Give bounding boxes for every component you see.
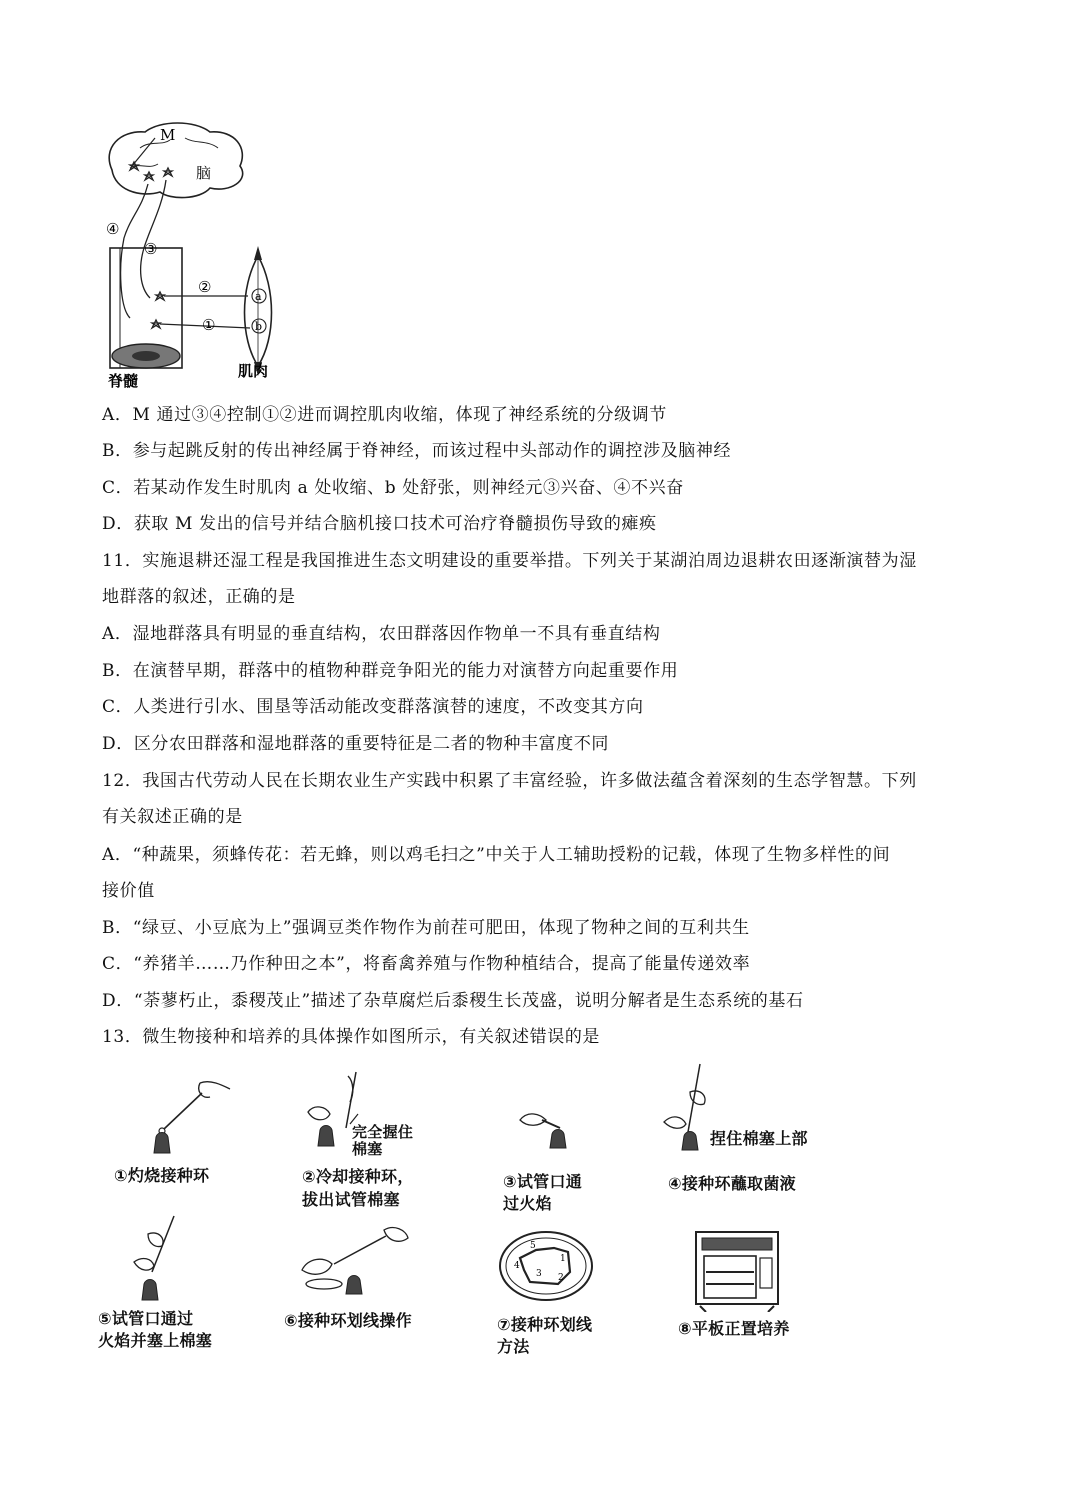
step3-caption-line2: 过火焰 [503,1194,552,1213]
step8-caption: ⑧平板正置培养 [678,1319,790,1338]
label-a: a [255,290,262,303]
label-m: M [160,126,176,144]
q13-stem: 13．微生物接种和培养的具体操作如图所示，有关叙述错误的是 [102,1027,601,1047]
q11-option-d: D．区分农田群落和湿地群落的重要特征是二者的物种丰富度不同 [102,734,610,754]
plate-number-4: 4 [514,1261,520,1271]
neural-pathway-diagram [100,118,290,398]
q11-stem-line2: 地群落的叙述，正确的是 [102,587,296,607]
q12-stem-line1: 12．我国古代劳动人民在长期农业生产实践中积累了丰富经验，许多做法蕴含着深刻的生态学智慧。下列 [102,771,917,791]
label-n1: ① [202,316,216,334]
step2-note-line1: 完全握住 [352,1123,414,1141]
label-muscle: 肌肉 [238,362,269,380]
plate-number-1: 1 [560,1254,566,1264]
step5-illustration [126,1212,186,1302]
q12-option-c: C．“养猪羊……乃作种田之本”，将畜禽养殖与作物种植结合，提高了能量传递效率 [102,954,751,974]
step4-caption: ④接种环蘸取菌液 [668,1174,796,1193]
plate-number-3: 3 [536,1269,542,1279]
label-n4: ④ [106,220,120,238]
q10-option-a: A．M 通过③④控制①②进而调控肌肉收缩，体现了神经系统的分级调节 [102,405,667,425]
q11-option-a: A．湿地群落具有明显的垂直结构，农田群落因作物单一不具有垂直结构 [102,624,661,644]
q11-stem-line1: 11．实施退耕还湿工程是我国推进生态文明建设的重要举措。下列关于某湖泊周边退耕农田逐渐演替为湿 [102,551,917,571]
q10-option-d: D．获取 M 发出的信号并结合脑机接口技术可治疗脊髓损伤导致的瘫痪 [102,514,657,534]
step1-illustration [140,1075,240,1155]
label-n2: ② [198,278,212,296]
step8-illustration [692,1228,782,1312]
step3-illustration [516,1100,576,1150]
step1-caption: ①灼烧接种环 [114,1166,210,1185]
step2-caption-line1: ②冷却接种环， [302,1167,414,1186]
plate-number-5: 5 [530,1241,536,1251]
q12-option-d: D．“荼蓼朽止，黍稷茂止”描述了杂草腐烂后黍稷生长茂盛，说明分解者是生态系统的基石 [102,991,804,1011]
step5-caption-line2: 火焰并塞上棉塞 [98,1331,213,1350]
q11-option-c: C．人类进行引水、围垦等活动能改变群落演替的速度，不改变其方向 [102,697,644,717]
step6-caption: ⑥接种环划线操作 [284,1311,412,1330]
label-brain: 脑 [196,164,212,182]
step6-illustration [294,1218,414,1298]
q12-option-b: B．“绿豆、小豆底为上”强调豆类作物作为前茬可肥田，体现了物种之间的互利共生 [102,918,750,938]
label-n3: ③ [144,240,158,258]
step2-note-line2: 棉塞 [352,1140,383,1158]
q12-option-a-line1: A．“种蔬果，须蜂传花：若无蜂，则以鸡毛扫之”中关于人工辅助授粉的记载，体现了生物多样性的间 [102,845,891,865]
step7-illustration [496,1228,596,1304]
q11-option-b: B．在演替早期，群落中的植物种群竞争阳光的能力对演替方向起重要作用 [102,661,679,681]
step3-caption-line1: ③试管口通 [503,1172,583,1191]
step7-caption-line1: ⑦接种环划线 [497,1315,593,1334]
plate-number-2: 2 [558,1273,564,1283]
q12-stem-line2: 有关叙述正确的是 [102,807,243,827]
q10-option-c: C．若某动作发生时肌肉 a 处收缩、b 处舒张，则神经元③兴奋、④不兴奋 [102,478,684,498]
step5-caption-line1: ⑤试管口通过 [98,1309,194,1328]
step2-caption-line2: 拔出试管棉塞 [302,1190,400,1209]
label-spinal: 脊髓 [108,372,139,390]
q10-option-b: B．参与起跳反射的传出神经属于脊神经，而该过程中头部动作的调控涉及脑神经 [102,441,732,461]
label-b: b [255,320,263,333]
step7-caption-line2: 方法 [497,1337,530,1356]
q12-option-a-line2: 接价值 [102,881,155,901]
step4-note: 捏住棉塞上部 [710,1129,808,1148]
